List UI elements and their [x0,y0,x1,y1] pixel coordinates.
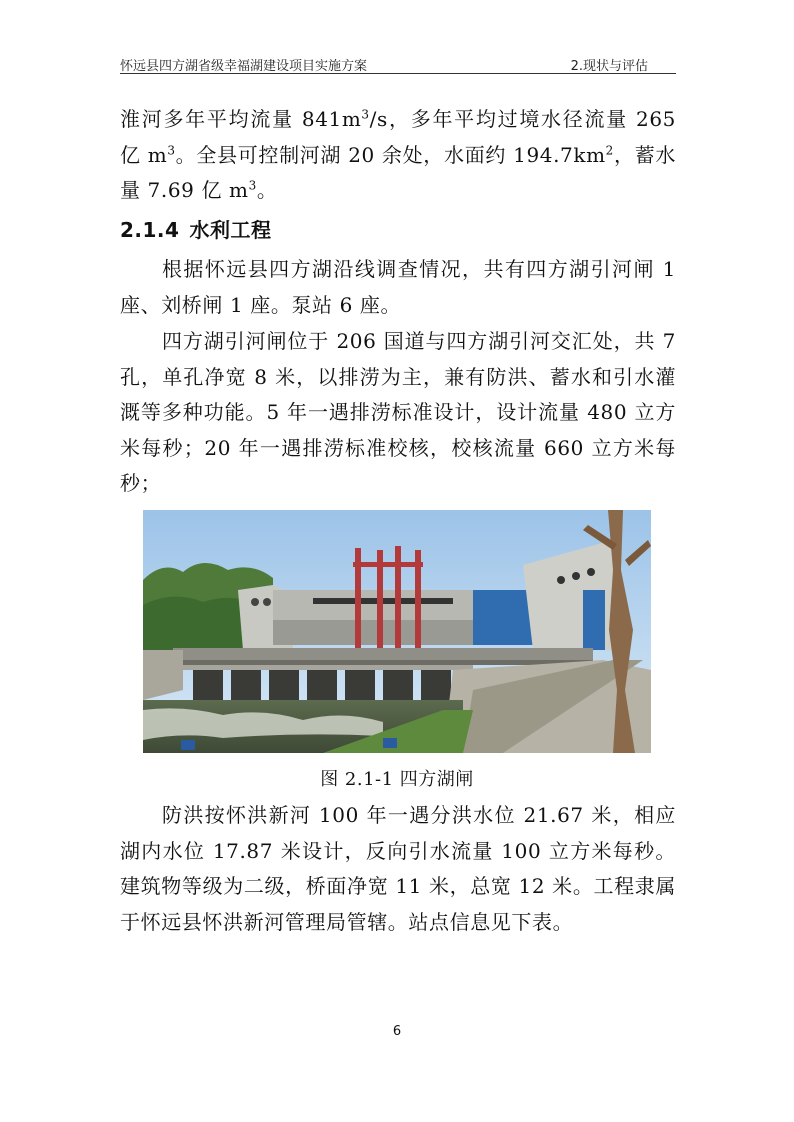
superscript: 3 [361,107,370,122]
paragraph-flow-stats [120,102,676,209]
figure-caption: 图 2.1-1 四方湖闸 [320,769,474,790]
paragraph-flood-control: 防洪按怀洪新河 100 年一遇分洪水位 21.67 米，相应湖内水位 17.87 米设计，反向引水流量 100 立方米每秒。建筑物等级为二级，桥面净宽 11 米，总宽 12 米。工程隶属于怀远县怀洪新河管理局管辖。站点信息见下表。 [120,803,676,934]
superscript: 3 [167,142,176,157]
page-number: 6 [392,1024,402,1039]
superscript: 2 [605,142,614,157]
sluice-photo [143,510,651,753]
text-segment: 。全县可控制河湖 20 余处，水面约 194.7km [175,142,606,167]
header-divider [120,73,676,74]
section-number: 2.1.4 [120,218,180,242]
paragraph-sluice-description: 四方湖引河闸位于 206 国道与四方湖引河交汇处，共 7 孔，单孔净宽 8 米，以排涝为主，兼有防洪、蓄水和引水灌溉等多种功能。5 年一遇排涝标准设计，设计流量 480 立方米每秒；20 年一遇排涝标准校核，校核流量 660 立方米每秒； [120,329,676,495]
paragraph-survey: 根据怀远县四方湖沿线调查情况，共有四方湖引河闸 1 座、刘桥闸 1 座。泵站 6 座。 [120,257,676,317]
text-segment: 。 [256,178,278,202]
superscript: 3 [248,178,257,193]
section-heading [120,214,271,243]
page-header [120,55,676,75]
header-chapter: 2.现状与评估 [570,59,648,74]
header-title: 怀远县四方湖省级幸福湖建设项目实施方案 [120,59,368,74]
text-segment: ，蓄水量 7.69 亿 m [120,142,676,202]
text-segment: /s，多年平均过境水径流量 265 亿 m [120,107,677,167]
section-title: 水利工程 [189,218,272,242]
text-segment: 淮河多年平均流量 841m [120,107,362,131]
